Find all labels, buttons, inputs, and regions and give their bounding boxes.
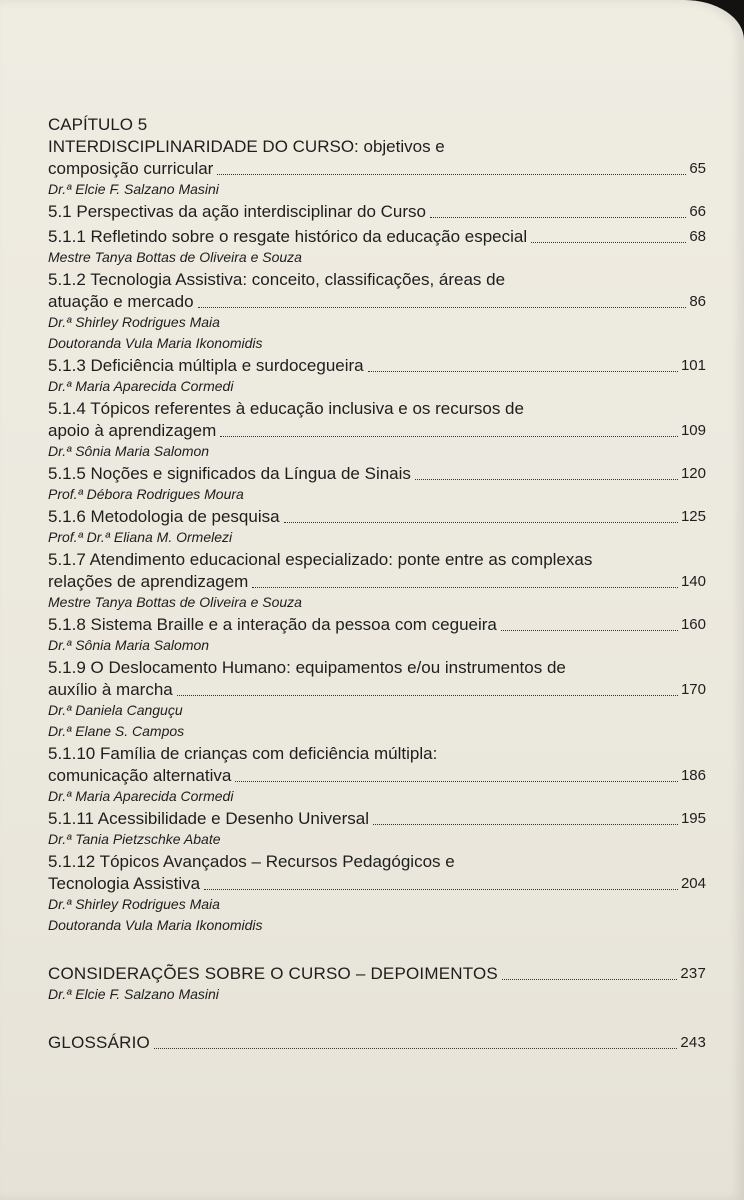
entry-title-line: 5.1.12 Tópicos Avançados – Recursos Pedagógicos e xyxy=(48,852,455,871)
toc-entry xyxy=(48,657,706,741)
entry-title-line: 5.1.1 Refletindo sobre o resgate histórico da educação especial xyxy=(48,227,528,246)
dot-leader xyxy=(220,436,678,437)
toc-entry xyxy=(48,269,706,353)
entry-author: Prof.ª Débora Rodrigues Moura xyxy=(48,486,244,502)
entry-author: Dr.ª Maria Aparecida Cormedi xyxy=(48,378,234,394)
entry-title-line: apoio à aprendizagem xyxy=(48,421,217,440)
toc-entries xyxy=(48,201,706,935)
page-number: 68 xyxy=(689,228,706,245)
entry-title-line: auxílio à marcha xyxy=(48,680,173,699)
entry-row xyxy=(48,571,706,593)
chapter-author: Dr.ª Elcie F. Salzano Masini xyxy=(48,181,219,197)
entry-title-line: 5.1.8 Sistema Braille e a interação da pessoa com cegueira xyxy=(48,615,497,634)
entry-title-line: 5.1.4 Tópicos referentes à educação inclusiva e os recursos de xyxy=(48,399,524,418)
entry-row xyxy=(48,506,706,528)
glossary-row xyxy=(48,1032,706,1054)
dot-leader xyxy=(217,174,686,175)
chapter-title-line: INTERDISCIPLINARIDADE DO CURSO: objetivos e xyxy=(48,137,445,156)
entry-row xyxy=(48,291,706,313)
entry-title-line: 5.1.6 Metodologia de pesquisa xyxy=(48,507,280,526)
dot-leader xyxy=(501,630,678,631)
page-number: 170 xyxy=(680,681,706,698)
considerations-title: CONSIDERAÇÕES SOBRE O CURSO – DEPOIMENTOS xyxy=(48,964,498,983)
dot-leader xyxy=(204,889,678,890)
dot-leader xyxy=(373,824,678,825)
table-of-contents xyxy=(48,114,706,1054)
chapter-title-row xyxy=(48,158,706,180)
entry-row xyxy=(48,765,706,787)
entry-title-line: 5.1.7 Atendimento educacional especializado: ponte entre as complexas xyxy=(48,550,593,569)
entry-title-line: 5.1.5 Noções e significados da Língua de Sinais xyxy=(48,464,411,483)
toc-entry xyxy=(48,808,706,849)
page-number: 120 xyxy=(680,465,706,482)
entry-row xyxy=(48,355,706,377)
dot-leader xyxy=(430,217,686,218)
entry-author: Dr.ª Tania Pietzschke Abate xyxy=(48,831,221,847)
page-number: 86 xyxy=(689,293,706,310)
page-number: 243 xyxy=(680,1034,706,1051)
entry-row xyxy=(48,808,706,830)
entry-author: Dr.ª Shirley Rodrigues Maia xyxy=(48,896,220,912)
chapter-label: CAPÍTULO 5 xyxy=(48,115,148,134)
entry-title-line: Tecnologia Assistiva xyxy=(48,874,201,893)
page-number: 109 xyxy=(680,422,706,439)
entry-title-line: 5.1.11 Acessibilidade e Desenho Universal xyxy=(48,809,369,828)
entry-author: Dr.ª Sônia Maria Salomon xyxy=(48,443,210,459)
entry-title-line: 5.1.2 Tecnologia Assistiva: conceito, classificações, áreas de xyxy=(48,270,506,289)
toc-entry xyxy=(48,614,706,655)
entry-row xyxy=(48,420,706,442)
dot-leader xyxy=(415,479,678,480)
entry-row xyxy=(48,226,706,248)
page-number: 195 xyxy=(680,810,706,827)
toc-entry xyxy=(48,398,706,461)
entry-row xyxy=(48,679,706,701)
entry-title-line: 5.1.9 O Deslocamento Humano: equipamentos e/ou instrumentos de xyxy=(48,658,566,677)
dot-leader xyxy=(531,242,686,243)
entry-title-line: relações de aprendizagem xyxy=(48,572,249,591)
entry-title-line: 5.1 Perspectivas da ação interdisciplinar do Curso xyxy=(48,202,426,221)
toc-entry xyxy=(48,355,706,396)
entry-author: Dr.ª Sônia Maria Salomon xyxy=(48,637,210,653)
dot-leader xyxy=(198,307,687,308)
page-number: 65 xyxy=(689,160,706,177)
entry-author: Dr.ª Elane S. Campos xyxy=(48,723,185,739)
toc-entry xyxy=(48,226,706,267)
toc-entry xyxy=(48,743,706,806)
entry-title-line: atuação e mercado xyxy=(48,292,194,311)
entry-title-line: 5.1.3 Deficiência múltipla e surdocegueira xyxy=(48,356,364,375)
toc-entry xyxy=(48,506,706,547)
considerations-row xyxy=(48,963,706,985)
page-number: 140 xyxy=(680,573,706,590)
toc-entry xyxy=(48,549,706,612)
entry-author: Dr.ª Shirley Rodrigues Maia xyxy=(48,314,220,330)
entry-author: Prof.ª Dr.ª Eliana M. Ormelezi xyxy=(48,529,233,545)
dot-leader xyxy=(502,979,677,980)
dot-leader xyxy=(284,522,678,523)
page-number: 160 xyxy=(680,616,706,633)
entry-author: Doutoranda Vula Maria Ikonomidis xyxy=(48,335,263,351)
toc-entry xyxy=(48,851,706,935)
dot-leader xyxy=(252,587,678,588)
entry-author: Doutoranda Vula Maria Ikonomidis xyxy=(48,917,263,933)
entry-title-line: comunicação alternativa xyxy=(48,766,232,785)
dot-leader xyxy=(235,781,678,782)
toc-entry xyxy=(48,201,706,226)
page-number: 125 xyxy=(680,508,706,525)
dot-leader xyxy=(368,371,678,372)
page-number: 186 xyxy=(680,767,706,784)
glossary-title: GLOSSÁRIO xyxy=(48,1033,150,1052)
entry-row xyxy=(48,873,706,895)
entry-row xyxy=(48,463,706,485)
dot-leader xyxy=(177,695,678,696)
dot-leader xyxy=(154,1048,677,1049)
page-number: 204 xyxy=(680,875,706,892)
page-number: 66 xyxy=(689,203,706,220)
entry-row xyxy=(48,614,706,636)
entry-author: Mestre Tanya Bottas de Oliveira e Souza xyxy=(48,594,302,610)
considerations-author: Dr.ª Elcie F. Salzano Masini xyxy=(48,986,219,1002)
toc-entry xyxy=(48,463,706,504)
page-number: 101 xyxy=(680,357,706,374)
page-number: 237 xyxy=(680,965,706,982)
entry-title-line: 5.1.10 Família de crianças com deficiência múltipla: xyxy=(48,744,438,763)
entry-author: Dr.ª Maria Aparecida Cormedi xyxy=(48,788,234,804)
entry-author: Mestre Tanya Bottas de Oliveira e Souza xyxy=(48,249,302,265)
entry-row xyxy=(48,201,706,223)
chapter-title-line: composição curricular xyxy=(48,159,214,178)
entry-author: Dr.ª Daniela Canguçu xyxy=(48,702,183,718)
